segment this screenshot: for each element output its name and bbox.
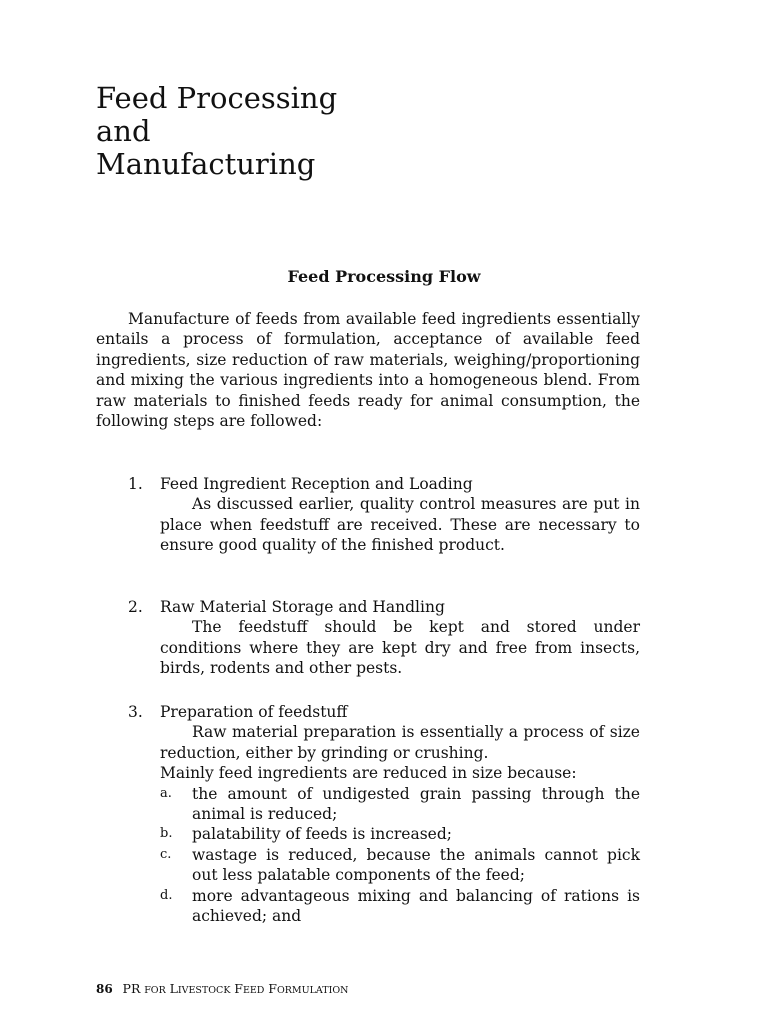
step-2 — [96, 597, 640, 679]
list-item — [96, 845, 640, 886]
footer-initial-f2: F — [268, 981, 277, 996]
list-item-letter: c. — [160, 846, 172, 862]
chapter-title-line: and — [96, 114, 151, 148]
footer-initial-f: F — [234, 981, 243, 996]
reasons-list — [96, 784, 640, 927]
step-number: 3. — [128, 703, 143, 721]
footer-word-feed: EED — [242, 985, 265, 996]
step-number: 2. — [128, 598, 143, 616]
list-item — [96, 886, 640, 927]
list-item — [96, 784, 640, 825]
list-item-text: wastage is reduced, because the animals cannot pick out less palatable components of the feed; — [192, 845, 640, 885]
list-item-letter: a. — [160, 785, 172, 801]
step-title: Raw Material Storage and Handling — [160, 598, 445, 616]
step-body: As discussed earlier, quality control measures are put in place when feedstuff are received. These are necessary to ensure good quality of the finished product. — [160, 495, 640, 555]
step-body-continued: Mainly feed ingredients are reduced in size because: — [160, 764, 577, 783]
footer-book-prefix: PR — [122, 981, 141, 996]
footer-word-formulation: ORMULATION — [276, 985, 349, 996]
chapter-title-line: Feed Processing — [96, 81, 338, 115]
page-footer — [96, 981, 348, 999]
page-number: 86 — [96, 982, 113, 996]
step-heading — [96, 597, 640, 617]
footer-word-livestock: IVESTOCK — [177, 985, 231, 996]
step-3 — [96, 702, 640, 926]
step-heading — [96, 474, 640, 494]
list-item-letter: b. — [160, 826, 173, 842]
list-item-text: palatability of feeds is increased; — [192, 825, 452, 844]
step-body: The feedstuff should be kept and stored under conditions where they are kept dry and free from insects, birds, rodents and other pests. — [160, 618, 640, 678]
section-heading: Feed Processing Flow — [287, 267, 481, 286]
chapter-title-line: Manufacturing — [96, 147, 316, 181]
step-title: Preparation of feedstuff — [160, 703, 348, 721]
list-item-text: more advantageous mixing and balancing of rations is achieved; and — [192, 886, 640, 926]
step-number: 1. — [128, 475, 143, 493]
list-item — [96, 824, 640, 844]
footer-word-for: FOR — [144, 985, 166, 996]
step-heading — [96, 702, 640, 722]
intro-paragraph: Manufacture of feeds from available feed ingredients essentially entails a process of formulation, acceptance of available feed ingredients, size reduction of raw materials, weighing/proportioning and mixing the various ingredients into a homogeneous blend. From raw materials to finished feeds ready for animal consumption, the following steps are followed: — [96, 310, 640, 431]
step-1 — [96, 474, 640, 556]
step-body: Raw material preparation is essentially a process of size reduction, either by grinding or crushing. — [160, 723, 640, 762]
footer-initial-l: L — [169, 981, 178, 996]
list-item-text: the amount of undigested grain passing through the animal is reduced; — [192, 784, 640, 824]
chapter-title — [96, 82, 516, 181]
step-title: Feed Ingredient Reception and Loading — [160, 475, 473, 493]
list-item-letter: d. — [160, 887, 173, 903]
